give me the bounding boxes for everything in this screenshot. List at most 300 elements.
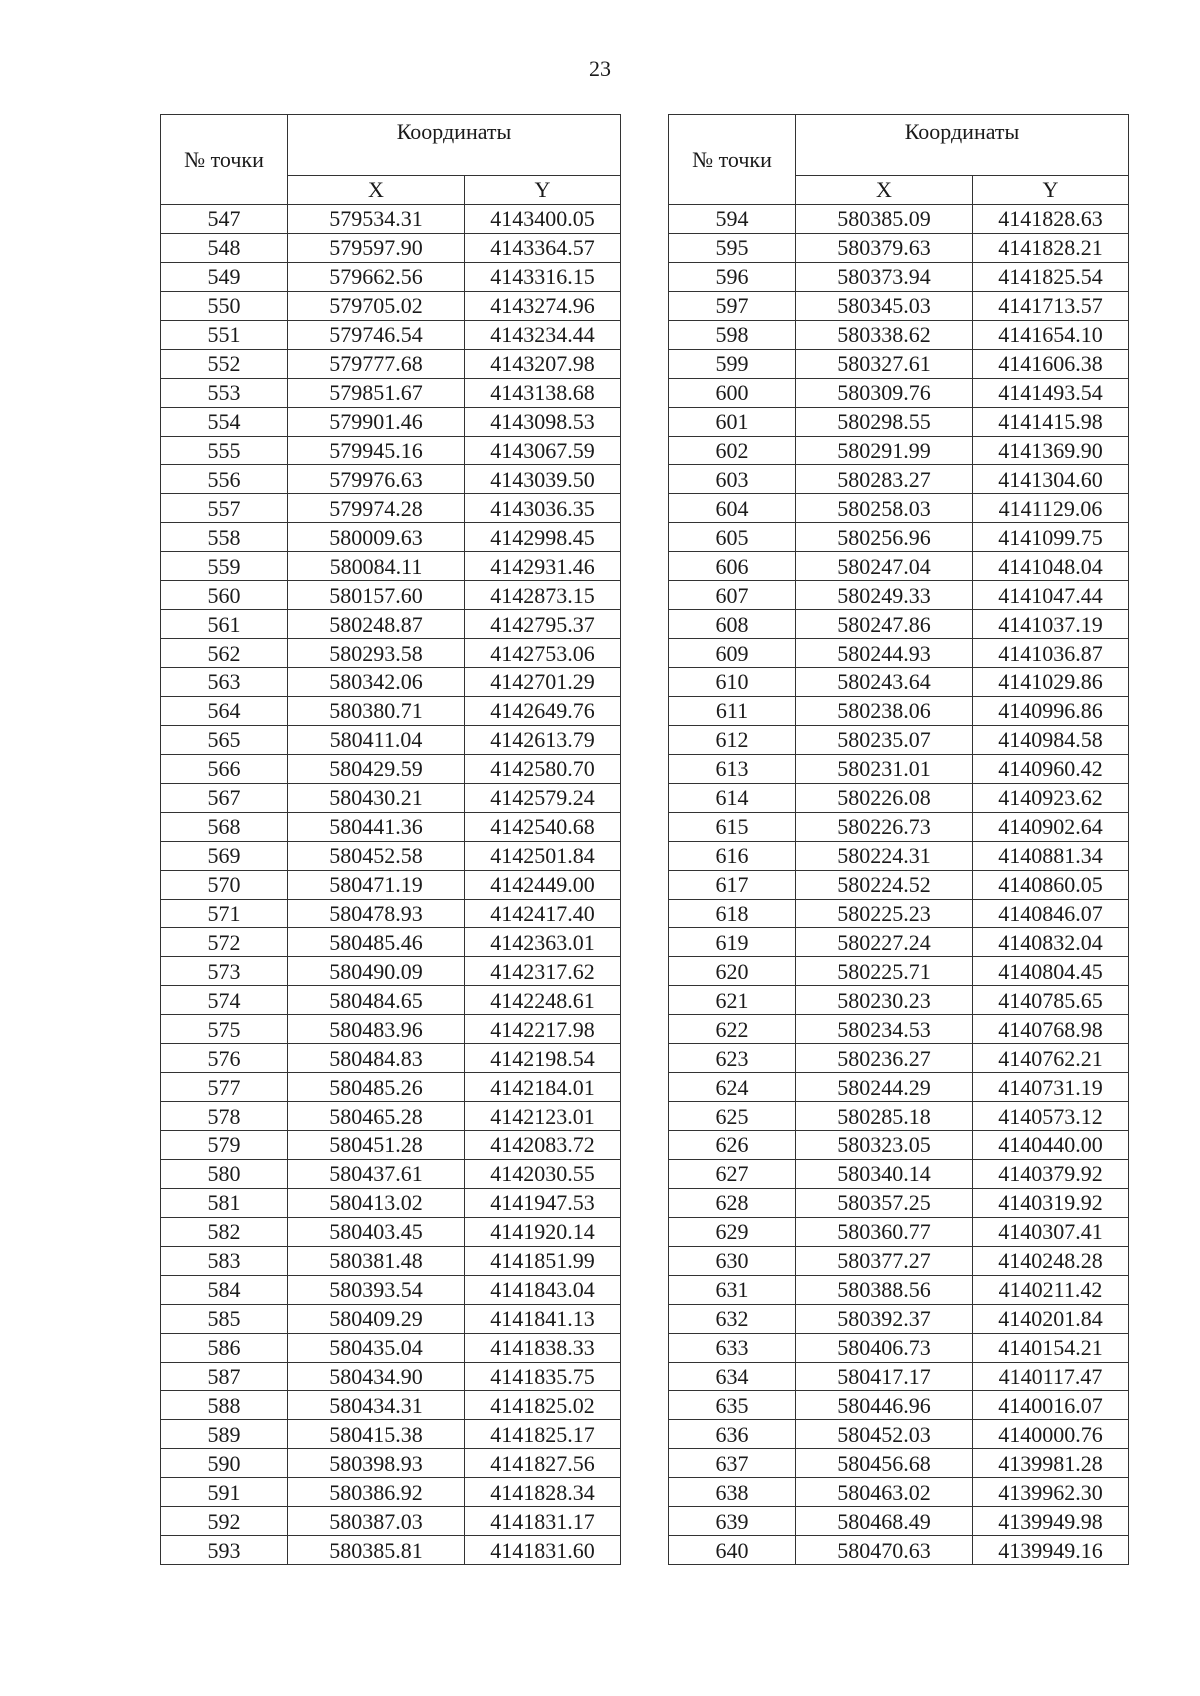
point-number-cell: 555 xyxy=(161,436,288,465)
y-coordinate-cell: 4140573.12 xyxy=(973,1102,1129,1131)
x-coordinate-cell: 580340.14 xyxy=(796,1159,973,1188)
y-coordinate-cell: 4139949.98 xyxy=(973,1507,1129,1536)
point-number-cell: 581 xyxy=(161,1188,288,1217)
y-coordinate-cell: 4140960.42 xyxy=(973,754,1129,783)
point-number-cell: 616 xyxy=(669,841,796,870)
table-row xyxy=(669,1275,1129,1304)
point-number-cell: 559 xyxy=(161,552,288,581)
y-coordinate-cell: 4141493.54 xyxy=(973,378,1129,407)
y-coordinate-cell: 4141851.99 xyxy=(465,1246,621,1275)
y-coordinate-cell: 4140984.58 xyxy=(973,725,1129,754)
y-coordinate-cell: 4140731.19 xyxy=(973,1073,1129,1102)
x-coordinate-cell: 580393.54 xyxy=(288,1275,465,1304)
table-body-left xyxy=(161,205,621,1565)
point-number-cell: 621 xyxy=(669,986,796,1015)
point-number-cell: 552 xyxy=(161,349,288,378)
y-coordinate-cell: 4140117.47 xyxy=(973,1362,1129,1391)
y-coordinate-cell: 4143316.15 xyxy=(465,262,621,291)
table-row xyxy=(669,899,1129,928)
x-coordinate-cell: 580385.81 xyxy=(288,1536,465,1565)
y-coordinate-cell: 4141843.04 xyxy=(465,1275,621,1304)
x-coordinate-cell: 580417.17 xyxy=(796,1362,973,1391)
point-number-cell: 553 xyxy=(161,378,288,407)
table-row xyxy=(161,610,621,639)
table-row xyxy=(669,1391,1129,1420)
y-coordinate-cell: 4142613.79 xyxy=(465,725,621,754)
table-row xyxy=(669,696,1129,725)
point-number-cell: 548 xyxy=(161,233,288,262)
x-coordinate-cell: 580157.60 xyxy=(288,581,465,610)
y-coordinate-cell: 4141029.86 xyxy=(973,668,1129,697)
x-coordinate-cell: 580415.38 xyxy=(288,1420,465,1449)
x-coordinate-cell: 580471.19 xyxy=(288,870,465,899)
x-header: X xyxy=(288,176,465,205)
table-row xyxy=(669,378,1129,407)
x-header: X xyxy=(796,176,973,205)
table-row xyxy=(161,841,621,870)
y-coordinate-cell: 4142998.45 xyxy=(465,523,621,552)
x-coordinate-cell: 579597.90 xyxy=(288,233,465,262)
y-coordinate-cell: 4142931.46 xyxy=(465,552,621,581)
point-number-cell: 609 xyxy=(669,639,796,668)
table-row xyxy=(669,320,1129,349)
table-row xyxy=(669,1362,1129,1391)
y-coordinate-cell: 4139981.28 xyxy=(973,1449,1129,1478)
x-coordinate-cell: 580283.27 xyxy=(796,465,973,494)
point-number-cell: 558 xyxy=(161,523,288,552)
table-row xyxy=(161,233,621,262)
x-coordinate-cell: 580247.86 xyxy=(796,610,973,639)
table-row xyxy=(669,639,1129,668)
y-coordinate-cell: 4140902.64 xyxy=(973,812,1129,841)
x-coordinate-cell: 580386.92 xyxy=(288,1478,465,1507)
point-number-cell: 623 xyxy=(669,1044,796,1073)
point-number-cell: 568 xyxy=(161,812,288,841)
x-coordinate-cell: 580409.29 xyxy=(288,1304,465,1333)
coordinates-table-right xyxy=(668,114,1129,1565)
point-number-cell: 618 xyxy=(669,899,796,928)
x-coordinate-cell: 580403.45 xyxy=(288,1217,465,1246)
table-row xyxy=(669,1420,1129,1449)
y-coordinate-cell: 4142449.00 xyxy=(465,870,621,899)
table-row xyxy=(669,1449,1129,1478)
point-number-cell: 628 xyxy=(669,1188,796,1217)
table-row xyxy=(669,233,1129,262)
x-coordinate-cell: 580327.61 xyxy=(796,349,973,378)
point-number-cell: 596 xyxy=(669,262,796,291)
y-header: Y xyxy=(973,176,1129,205)
y-coordinate-cell: 4143098.53 xyxy=(465,407,621,436)
table-row xyxy=(161,465,621,494)
y-coordinate-cell: 4141838.33 xyxy=(465,1333,621,1362)
point-number-cell: 592 xyxy=(161,1507,288,1536)
y-coordinate-cell: 4140000.76 xyxy=(973,1420,1129,1449)
x-coordinate-cell: 580388.56 xyxy=(796,1275,973,1304)
y-coordinate-cell: 4141047.44 xyxy=(973,581,1129,610)
y-coordinate-cell: 4142753.06 xyxy=(465,639,621,668)
y-coordinate-cell: 4141825.02 xyxy=(465,1391,621,1420)
x-coordinate-cell: 580483.96 xyxy=(288,1015,465,1044)
point-number-cell: 572 xyxy=(161,928,288,957)
y-coordinate-cell: 4141713.57 xyxy=(973,291,1129,320)
table-body-right xyxy=(669,205,1129,1565)
y-coordinate-cell: 4141835.75 xyxy=(465,1362,621,1391)
table-row xyxy=(669,552,1129,581)
y-header: Y xyxy=(465,176,621,205)
x-coordinate-cell: 580478.93 xyxy=(288,899,465,928)
point-number-cell: 610 xyxy=(669,668,796,697)
point-number-cell: 631 xyxy=(669,1275,796,1304)
table-row xyxy=(161,581,621,610)
y-coordinate-cell: 4141828.34 xyxy=(465,1478,621,1507)
point-number-cell: 591 xyxy=(161,1478,288,1507)
table-row xyxy=(669,1073,1129,1102)
x-coordinate-cell: 580485.46 xyxy=(288,928,465,957)
x-coordinate-cell: 580009.63 xyxy=(288,523,465,552)
x-coordinate-cell: 580235.07 xyxy=(796,725,973,754)
y-coordinate-cell: 4141369.90 xyxy=(973,436,1129,465)
point-number-cell: 575 xyxy=(161,1015,288,1044)
table-row xyxy=(161,1159,621,1188)
y-coordinate-cell: 4140881.34 xyxy=(973,841,1129,870)
table-row xyxy=(161,1333,621,1362)
table-row xyxy=(161,436,621,465)
x-coordinate-cell: 580243.64 xyxy=(796,668,973,697)
table-row xyxy=(669,1217,1129,1246)
point-number-cell: 589 xyxy=(161,1420,288,1449)
x-coordinate-cell: 580385.09 xyxy=(796,205,973,234)
table-row xyxy=(161,696,621,725)
point-number-cell: 613 xyxy=(669,754,796,783)
point-number-cell: 634 xyxy=(669,1362,796,1391)
x-coordinate-cell: 580248.87 xyxy=(288,610,465,639)
x-coordinate-cell: 580381.48 xyxy=(288,1246,465,1275)
y-coordinate-cell: 4140804.45 xyxy=(973,957,1129,986)
y-coordinate-cell: 4143234.44 xyxy=(465,320,621,349)
x-coordinate-cell: 580434.90 xyxy=(288,1362,465,1391)
table-row xyxy=(669,349,1129,378)
x-coordinate-cell: 580441.36 xyxy=(288,812,465,841)
table-row xyxy=(669,291,1129,320)
y-coordinate-cell: 4142417.40 xyxy=(465,899,621,928)
table-row xyxy=(669,1536,1129,1565)
table-row xyxy=(669,1159,1129,1188)
table-row xyxy=(161,262,621,291)
y-coordinate-cell: 4142317.62 xyxy=(465,957,621,986)
x-coordinate-cell: 580084.11 xyxy=(288,552,465,581)
table-row xyxy=(161,1131,621,1160)
y-coordinate-cell: 4142083.72 xyxy=(465,1131,621,1160)
table-row xyxy=(161,1304,621,1333)
y-coordinate-cell: 4140846.07 xyxy=(973,899,1129,928)
table-row xyxy=(669,1102,1129,1131)
point-number-cell: 554 xyxy=(161,407,288,436)
x-coordinate-cell: 580293.58 xyxy=(288,639,465,668)
table-row xyxy=(161,639,621,668)
table-row xyxy=(669,928,1129,957)
y-coordinate-cell: 4141654.10 xyxy=(973,320,1129,349)
point-number-cell: 585 xyxy=(161,1304,288,1333)
point-number-cell: 563 xyxy=(161,668,288,697)
point-number-cell: 595 xyxy=(669,233,796,262)
x-coordinate-cell: 580323.05 xyxy=(796,1131,973,1160)
x-coordinate-cell: 580357.25 xyxy=(796,1188,973,1217)
table-row xyxy=(669,812,1129,841)
point-number-cell: 606 xyxy=(669,552,796,581)
x-coordinate-cell: 580470.63 xyxy=(796,1536,973,1565)
table-row xyxy=(161,320,621,349)
y-coordinate-cell: 4141825.54 xyxy=(973,262,1129,291)
x-coordinate-cell: 580373.94 xyxy=(796,262,973,291)
x-coordinate-cell: 579976.63 xyxy=(288,465,465,494)
y-coordinate-cell: 4140319.92 xyxy=(973,1188,1129,1217)
point-number-cell: 640 xyxy=(669,1536,796,1565)
y-coordinate-cell: 4141129.06 xyxy=(973,494,1129,523)
y-coordinate-cell: 4142217.98 xyxy=(465,1015,621,1044)
y-coordinate-cell: 4143274.96 xyxy=(465,291,621,320)
point-number-cell: 601 xyxy=(669,407,796,436)
x-coordinate-cell: 580379.63 xyxy=(796,233,973,262)
x-coordinate-cell: 580244.29 xyxy=(796,1073,973,1102)
table-row xyxy=(161,1246,621,1275)
point-number-cell: 633 xyxy=(669,1333,796,1362)
table-row xyxy=(161,754,621,783)
point-number-cell: 584 xyxy=(161,1275,288,1304)
x-coordinate-cell: 579901.46 xyxy=(288,407,465,436)
y-coordinate-cell: 4141415.98 xyxy=(973,407,1129,436)
table-row xyxy=(161,407,621,436)
y-coordinate-cell: 4141048.04 xyxy=(973,552,1129,581)
table-row xyxy=(669,205,1129,234)
x-coordinate-cell: 580285.18 xyxy=(796,1102,973,1131)
point-number-cell: 614 xyxy=(669,783,796,812)
x-coordinate-cell: 580377.27 xyxy=(796,1246,973,1275)
y-coordinate-cell: 4143364.57 xyxy=(465,233,621,262)
y-coordinate-cell: 4140785.65 xyxy=(973,986,1129,1015)
x-coordinate-cell: 580249.33 xyxy=(796,581,973,610)
point-number-cell: 626 xyxy=(669,1131,796,1160)
table-row xyxy=(669,1507,1129,1536)
point-number-cell: 562 xyxy=(161,639,288,668)
point-number-cell: 580 xyxy=(161,1159,288,1188)
x-coordinate-cell: 579705.02 xyxy=(288,291,465,320)
point-number-cell: 636 xyxy=(669,1420,796,1449)
x-coordinate-cell: 580247.04 xyxy=(796,552,973,581)
x-coordinate-cell: 580468.49 xyxy=(796,1507,973,1536)
point-number-cell: 571 xyxy=(161,899,288,928)
y-coordinate-cell: 4141825.17 xyxy=(465,1420,621,1449)
x-coordinate-cell: 580258.03 xyxy=(796,494,973,523)
table-row xyxy=(161,957,621,986)
x-coordinate-cell: 580224.31 xyxy=(796,841,973,870)
x-coordinate-cell: 580451.28 xyxy=(288,1131,465,1160)
table-row xyxy=(161,523,621,552)
x-coordinate-cell: 580430.21 xyxy=(288,783,465,812)
table-row xyxy=(161,1391,621,1420)
y-coordinate-cell: 4141037.19 xyxy=(973,610,1129,639)
point-number-cell: 593 xyxy=(161,1536,288,1565)
table-row xyxy=(161,1102,621,1131)
point-number-cell: 549 xyxy=(161,262,288,291)
x-coordinate-cell: 580380.71 xyxy=(288,696,465,725)
table-row xyxy=(669,1044,1129,1073)
y-coordinate-cell: 4142701.29 xyxy=(465,668,621,697)
x-coordinate-cell: 580291.99 xyxy=(796,436,973,465)
y-coordinate-cell: 4141099.75 xyxy=(973,523,1129,552)
table-row xyxy=(669,870,1129,899)
point-number-cell: 561 xyxy=(161,610,288,639)
point-number-cell: 565 xyxy=(161,725,288,754)
point-number-cell: 632 xyxy=(669,1304,796,1333)
point-number-cell: 608 xyxy=(669,610,796,639)
point-number-cell: 590 xyxy=(161,1449,288,1478)
table-row xyxy=(161,928,621,957)
y-coordinate-cell: 4140016.07 xyxy=(973,1391,1129,1420)
table-row xyxy=(161,725,621,754)
x-coordinate-cell: 579851.67 xyxy=(288,378,465,407)
y-coordinate-cell: 4141036.87 xyxy=(973,639,1129,668)
point-number-cell: 637 xyxy=(669,1449,796,1478)
x-coordinate-cell: 580345.03 xyxy=(796,291,973,320)
table-row xyxy=(669,436,1129,465)
y-coordinate-cell: 4140440.00 xyxy=(973,1131,1129,1160)
table-row xyxy=(669,986,1129,1015)
x-coordinate-cell: 580225.23 xyxy=(796,899,973,928)
table-row xyxy=(161,1478,621,1507)
point-number-cell: 594 xyxy=(669,205,796,234)
x-coordinate-cell: 580434.31 xyxy=(288,1391,465,1420)
table-row xyxy=(161,378,621,407)
table-row xyxy=(161,870,621,899)
x-coordinate-cell: 579777.68 xyxy=(288,349,465,378)
point-number-cell: 615 xyxy=(669,812,796,841)
y-coordinate-cell: 4140832.04 xyxy=(973,928,1129,957)
x-coordinate-cell: 580452.58 xyxy=(288,841,465,870)
x-coordinate-cell: 579534.31 xyxy=(288,205,465,234)
y-coordinate-cell: 4141831.60 xyxy=(465,1536,621,1565)
x-coordinate-cell: 580484.83 xyxy=(288,1044,465,1073)
x-coordinate-cell: 580452.03 xyxy=(796,1420,973,1449)
x-coordinate-cell: 580485.26 xyxy=(288,1073,465,1102)
point-number-cell: 547 xyxy=(161,205,288,234)
coordinates-table-left xyxy=(160,114,621,1565)
y-coordinate-cell: 4142198.54 xyxy=(465,1044,621,1073)
point-number-cell: 570 xyxy=(161,870,288,899)
x-coordinate-cell: 580298.55 xyxy=(796,407,973,436)
point-number-cell: 577 xyxy=(161,1073,288,1102)
y-coordinate-cell: 4139962.30 xyxy=(973,1478,1129,1507)
table-row xyxy=(161,291,621,320)
table-row xyxy=(669,1246,1129,1275)
point-number-cell: 583 xyxy=(161,1246,288,1275)
point-number-cell: 576 xyxy=(161,1044,288,1073)
y-coordinate-cell: 4140248.28 xyxy=(973,1246,1129,1275)
x-coordinate-cell: 580342.06 xyxy=(288,668,465,697)
x-coordinate-cell: 580225.71 xyxy=(796,957,973,986)
x-coordinate-cell: 580309.76 xyxy=(796,378,973,407)
y-coordinate-cell: 4143138.68 xyxy=(465,378,621,407)
table-row xyxy=(161,668,621,697)
y-coordinate-cell: 4142363.01 xyxy=(465,928,621,957)
point-number-cell: 625 xyxy=(669,1102,796,1131)
x-coordinate-cell: 580429.59 xyxy=(288,754,465,783)
y-coordinate-cell: 4142030.55 xyxy=(465,1159,621,1188)
y-coordinate-cell: 4142248.61 xyxy=(465,986,621,1015)
table-row xyxy=(669,754,1129,783)
y-coordinate-cell: 4139949.16 xyxy=(973,1536,1129,1565)
point-number-cell: 617 xyxy=(669,870,796,899)
table-row xyxy=(669,957,1129,986)
point-number-cell: 607 xyxy=(669,581,796,610)
point-number-cell: 630 xyxy=(669,1246,796,1275)
y-coordinate-cell: 4141920.14 xyxy=(465,1217,621,1246)
table-row xyxy=(161,1044,621,1073)
y-coordinate-cell: 4140860.05 xyxy=(973,870,1129,899)
x-coordinate-cell: 579974.28 xyxy=(288,494,465,523)
x-coordinate-cell: 579662.56 xyxy=(288,262,465,291)
point-number-cell: 597 xyxy=(669,291,796,320)
point-number-cell: 573 xyxy=(161,957,288,986)
x-coordinate-cell: 580413.02 xyxy=(288,1188,465,1217)
table-row xyxy=(669,1131,1129,1160)
point-number-cell: 569 xyxy=(161,841,288,870)
table-row xyxy=(161,1015,621,1044)
x-coordinate-cell: 580398.93 xyxy=(288,1449,465,1478)
table-row xyxy=(669,1333,1129,1362)
y-coordinate-cell: 4142579.24 xyxy=(465,783,621,812)
y-coordinate-cell: 4140307.41 xyxy=(973,1217,1129,1246)
y-coordinate-cell: 4141827.56 xyxy=(465,1449,621,1478)
y-coordinate-cell: 4142184.01 xyxy=(465,1073,621,1102)
table-row xyxy=(161,1188,621,1217)
table-row xyxy=(669,581,1129,610)
table-row xyxy=(669,1304,1129,1333)
y-coordinate-cell: 4143039.50 xyxy=(465,465,621,494)
x-coordinate-cell: 580226.73 xyxy=(796,812,973,841)
table-row xyxy=(161,1217,621,1246)
point-number-cell: 627 xyxy=(669,1159,796,1188)
y-coordinate-cell: 4142649.76 xyxy=(465,696,621,725)
point-number-cell: 574 xyxy=(161,986,288,1015)
table-row xyxy=(669,841,1129,870)
x-coordinate-cell: 580227.24 xyxy=(796,928,973,957)
point-number-cell: 588 xyxy=(161,1391,288,1420)
table-row xyxy=(161,349,621,378)
y-coordinate-cell: 4140154.21 xyxy=(973,1333,1129,1362)
point-number-cell: 582 xyxy=(161,1217,288,1246)
point-number-cell: 587 xyxy=(161,1362,288,1391)
table-row xyxy=(161,1449,621,1478)
table-row xyxy=(669,523,1129,552)
x-coordinate-cell: 579945.16 xyxy=(288,436,465,465)
table-row xyxy=(161,1073,621,1102)
point-number-cell: 557 xyxy=(161,494,288,523)
point-number-cell: 602 xyxy=(669,436,796,465)
point-number-cell: 556 xyxy=(161,465,288,494)
x-coordinate-cell: 580360.77 xyxy=(796,1217,973,1246)
y-coordinate-cell: 4140762.21 xyxy=(973,1044,1129,1073)
point-number-cell: 564 xyxy=(161,696,288,725)
y-coordinate-cell: 4140996.86 xyxy=(973,696,1129,725)
x-coordinate-cell: 579746.54 xyxy=(288,320,465,349)
point-number-cell: 566 xyxy=(161,754,288,783)
page-number: 23 xyxy=(589,56,611,81)
point-number-cell: 550 xyxy=(161,291,288,320)
table-row xyxy=(669,1188,1129,1217)
x-coordinate-cell: 580435.04 xyxy=(288,1333,465,1362)
point-number-cell: 599 xyxy=(669,349,796,378)
y-coordinate-cell: 4142795.37 xyxy=(465,610,621,639)
